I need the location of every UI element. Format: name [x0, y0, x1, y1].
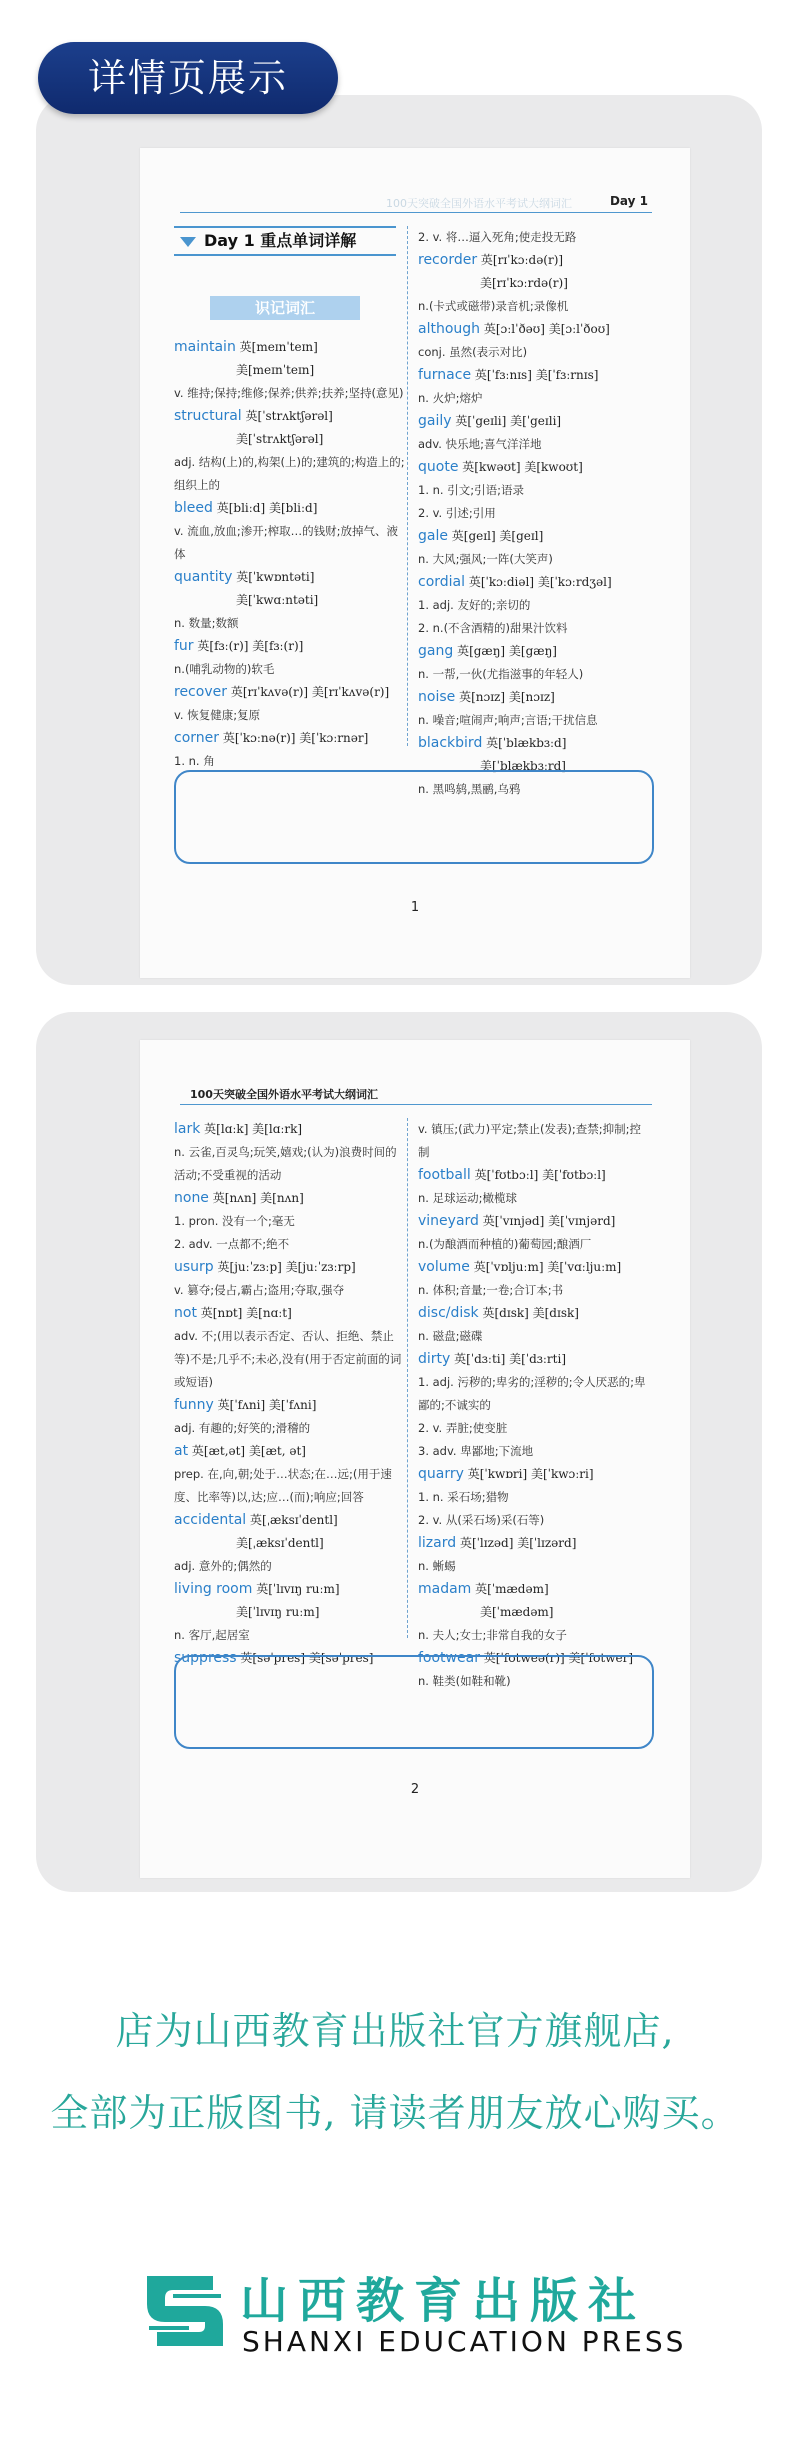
word-list-right: 2. v. 将…逼入死角;使走投无路 recorder 英[rɪˈkɔːdə(r)] 美[rɪˈkɔːrdə(r)] n.(卡式或磁带)录音机;录像机 although 英[ɔːlˈðəʊ] 美[ɔːlˈðoʊ] conj. 虽然(表示对比) furnace 英[ˈfɜːnɪs] 美[ˈfɜːrnɪs] n. 火炉;熔炉 gaily 英[ˈgeɪli] 美[ˈgeɪli] adv. 快乐地;喜气洋洋地 quote 英[kwəʊt] 美[kwoʊt] 1. n. 引文;引语;语录 2. v. 引述;引用 gale 英[geɪl] 美[geɪl] n. 大风;强风;一阵(大笑声) cordial 英[ˈkɔːdiəl] 美[ˈkɔːrdʒəl] 1. adj. 友好的;亲切的 2. n.(不含酒精的)甜果汁饮料 gang 英[gæŋ] 美[gæŋ] n. 一帮,一伙(尤指滋事的年轻人) noise 英[nɔɪz] 美[nɔɪz] n. 噪音;喧闹声;响声;言语;干扰信息 blackbird 英[ˈblækbɜːd] 美[ˈblækbɜːrd] n. 黑鸣鸫,黑鹂,乌鸦: [418, 230, 612, 796]
publisher-name-cn: 山西教育出版社: [240, 2273, 647, 2329]
detail-page-badge: 详情页展示: [38, 42, 338, 114]
promo-line-1: 店为山西教育出版社官方旗舰店,: [115, 2009, 675, 2053]
notes-box: [174, 1655, 654, 1749]
header-book-title: 100天突破全国外语水平考试大纲词汇: [190, 1088, 378, 1101]
page-number: 2: [410, 1782, 420, 1797]
page-header: [180, 1084, 652, 1105]
triangle-icon: [180, 237, 196, 247]
promo-line-2: 全部为正版图书, 请读者朋友放心购买。: [50, 2091, 740, 2135]
publisher-name-en: SHANXI EDUCATION PRESS: [242, 2325, 687, 2358]
page-number: 1: [410, 900, 420, 915]
header-day-label: Day 1: [609, 194, 648, 208]
word-list-left: maintain 英[meɪnˈteɪn] 美[meɪnˈteɪn] v. 维持;保持;维修;保养;供养;扶养;坚持(意见) structural 英[ˈstrʌktʃərəl] 美[ˈstrʌktʃərəl] adj. 结构(上)的,构架(上)的;建筑的;构造上的;组织上的 bleed 英[bliːd] 美[bliːd] v. 流血,放血;渗开;榨取…的钱财;放掉气、液体 quantity 英[ˈkwɒntəti] 美[ˈkwɑːntəti] n. 数量;数额 fur 英[fɜː(r)] 美[fɜː(r)] n.(哺乳动物的)软毛 recover 英[rɪˈkʌvə(r)] 美[rɪˈkʌvə(r)] v. 恢复健康;复原 corner 英[ˈkɔːnə(r)] 美[ˈkɔːrnər] 1. n. 角: [174, 339, 405, 768]
day-title: [174, 226, 396, 256]
page-header: [180, 192, 652, 213]
word-list-left: lark 英[lɑːk] 美[lɑːrk] n. 云雀,百灵鸟;玩笑,嬉戏;(认为)浪费时间的活动;不受重视的活动 none 英[nʌn] 美[nʌn] 1. pron. 没有一个;毫无 2. adv. 一点都不;绝不 usurp 英[juːˈzɜːp] 美[juːˈzɜːrp] v. 篡夺;侵占,霸占;盗用;夺取,强夺 not 英[nɒt] 美[nɑːt] adv. 不;(用以表示否定、否认、拒绝、禁止等)不是;几乎不;未必,没有(用于否定前面的词或短语) funny 英[ˈfʌni] 美[ˈfʌni] adj. 有趣的;好笑的;滑稽的 at 英[æt,ət] 美[æt, ət] prep. 在,向,朝;处于…状态;在…远;(用于速度、比率等)以,达;应…(而);响应;回答 accidental 英[ˌæksɪˈdentl] 美[ˌæksɪˈdentl] adj. 意外的;偶然的 living room 英[ˈlɪvɪŋ ruːm] 美[ˈlɪvɪŋ ruːm] n. 客厅,起居室 suppress 英[səˈpres] 美[səˈpres]: [174, 1121, 402, 1666]
publisher-logo-icon: [143, 2270, 227, 2352]
word-list-right: v. 镇压;(武力)平定;禁止(发表);查禁;抑制;控制 football 英[ˈfʊtbɔːl] 美[ˈfʊtbɔːl] n. 足球运动;橄榄球 vineyard 英[ˈvɪnjəd] 美[ˈvɪnjərd] n.(为酿酒而种植的)葡萄园;酿酒厂 volume 英[ˈvɒljuːm] 美[ˈvɑːljuːm] n. 体积;音量;一卷;合订本;书 disc/disk 英[dɪsk] 美[dɪsk] n. 磁盘;磁碟 dirty 英[ˈdɜːti] 美[ˈdɜːrti] 1. adj. 污秽的;卑劣的;淫秽的;令人厌恶的;卑鄙的;不诚实的 2. v. 弄脏;使变脏 3. adv. 卑鄙地;下流地 quarry 英[ˈkwɒri] 美[ˈkwɔːri] 1. n. 采石场;猎物 2. v. 从(采石场)采(石等) lizard 英[ˈlɪzəd] 美[ˈlɪzərd] n. 蜥蜴 madam 英[ˈmædəm] 美[ˈmædəm] n. 夫人;女士;非常自我的女子 footwear 英[ˈfʊtweə(r)] 美[ˈfʊtwer] n. 鞋类(如鞋和靴): [418, 1122, 646, 1688]
notes-box: [174, 770, 654, 864]
column-divider: [407, 1118, 408, 1638]
day-title-text: Day 1 重点单词详解: [204, 231, 357, 250]
book-page-1: [140, 148, 690, 978]
book-page-2: [140, 1040, 690, 1878]
column-divider: [407, 226, 408, 746]
header-faint-title: 100天突破全国外语水平考试大纲词汇: [386, 197, 572, 210]
section-label: 识记词汇: [210, 296, 360, 320]
